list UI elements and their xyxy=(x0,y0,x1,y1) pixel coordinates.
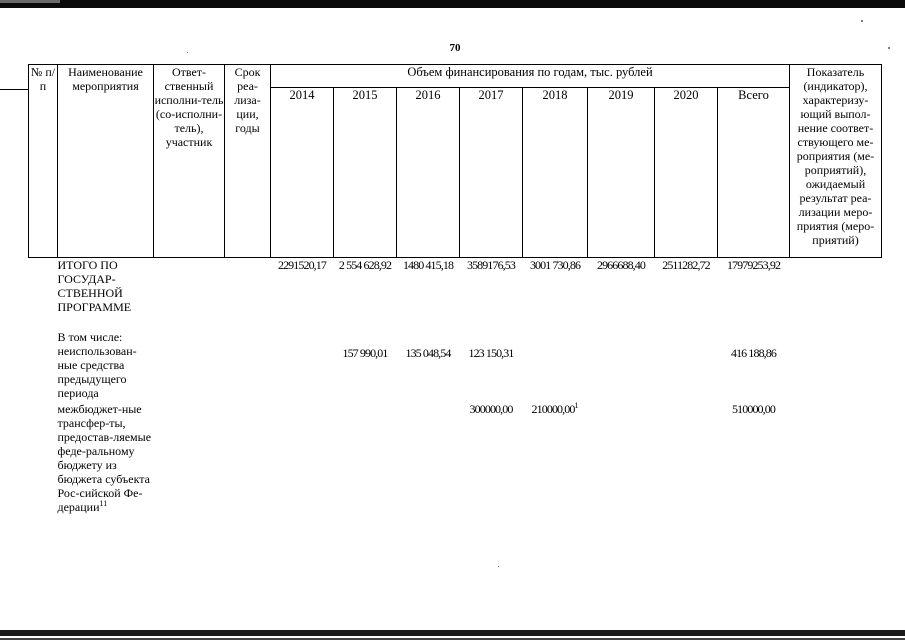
scan-speck xyxy=(187,52,188,53)
value-2016: 135 048,54 xyxy=(405,345,451,360)
header-col-name: Наименование мероприятия xyxy=(58,65,154,258)
row-term-cell xyxy=(225,402,271,542)
value-total: 17979253,92 xyxy=(726,258,781,272)
row-term-cell xyxy=(225,330,271,402)
row-term-cell xyxy=(225,258,271,330)
row-number-cell xyxy=(29,330,58,402)
value-2017: 123 150,31 xyxy=(468,345,514,360)
bottom-scan-border xyxy=(0,630,905,636)
header-year-2018: 2018 xyxy=(523,88,588,258)
row-responsible-cell xyxy=(154,258,225,330)
value-2018: 3001 730,86 xyxy=(529,258,581,272)
row-responsible-cell xyxy=(154,330,225,402)
header-year-2019: 2019 xyxy=(588,88,655,258)
value-2014 xyxy=(271,402,334,542)
row-number-cell xyxy=(29,402,58,542)
value-2020 xyxy=(655,330,718,402)
value-2018-cell xyxy=(523,402,588,542)
value-2014 xyxy=(271,330,334,402)
value-total: 510000,00 xyxy=(732,401,775,416)
value-2017: 300000,00 xyxy=(469,401,513,416)
table-row xyxy=(29,258,882,330)
header-row-1 xyxy=(29,65,882,88)
value-2017: 3589176,53 xyxy=(466,258,515,272)
header-year-2014: 2014 xyxy=(271,88,334,258)
value-2016 xyxy=(397,402,460,542)
header-col-term: Срок реа-лиза-ции, годы xyxy=(225,65,271,258)
table-row xyxy=(29,402,882,542)
value-2015 xyxy=(334,402,397,542)
header-year-total: Всего xyxy=(718,88,790,258)
value-2015: 2 554 628,92 xyxy=(338,258,392,272)
header-year-2015: 2015 xyxy=(334,88,397,258)
header-year-2016: 2016 xyxy=(397,88,460,258)
top-scan-border xyxy=(0,0,905,8)
value-total: 416 188,86 xyxy=(730,345,776,360)
row-name-cell xyxy=(58,402,154,542)
row-indicator-cell xyxy=(790,402,882,542)
top-scan-border-highlight xyxy=(0,0,60,3)
value-2018: 210000,00 xyxy=(531,401,575,416)
value-2020: 2511282,72 xyxy=(662,258,710,272)
value-2019 xyxy=(588,330,655,402)
header-year-2017: 2017 xyxy=(460,88,523,258)
row-name: В том числе: неиспользован-ные средства предыдущего периода xyxy=(57,329,137,400)
footnote-marker: 11 xyxy=(99,498,108,508)
page-number: 70 xyxy=(449,42,461,54)
header-left-rule xyxy=(0,89,28,90)
value-2019: 2966688,40 xyxy=(596,258,645,272)
row-number-cell xyxy=(29,258,58,330)
value-2014: 2291520,17 xyxy=(277,258,326,272)
value-2020 xyxy=(655,402,718,542)
row-indicator-cell xyxy=(790,330,882,402)
header-col-funding: Объем финансирования по годам, тыс. рублей xyxy=(271,65,790,88)
header-col-indicator: Показатель (индикатор), характеризу-ющий выпол-нение соответ-ствующего ме-роприятия (ме-роприятий), ожидаемый результат реа-лизации меро-приятия (меро-приятий) xyxy=(790,65,882,258)
row-name: ИТОГО ПО ГОСУДАР-СТВЕННОЙ ПРОГРАММЕ xyxy=(57,258,132,314)
scan-speck xyxy=(498,566,499,567)
value-2016: 1480 415,18 xyxy=(402,258,454,272)
table-row xyxy=(29,330,882,402)
value-2019 xyxy=(588,402,655,542)
footnote-marker: 1 xyxy=(574,400,579,410)
funding-table xyxy=(28,64,882,542)
value-2018 xyxy=(523,330,588,402)
row-indicator-cell xyxy=(790,258,882,330)
scan-speck xyxy=(861,20,863,22)
header-col-responsible: Ответ-ственный исполни-тель (со-исполни-тель), участник xyxy=(154,65,225,258)
header-col-number: № п/п xyxy=(29,65,58,258)
scan-speck xyxy=(888,47,890,49)
header-year-2020: 2020 xyxy=(655,88,718,258)
value-2015: 157 990,01 xyxy=(342,345,388,360)
row-name: межбюджет-ные трансфер-ты, предостав-ляемые феде-ральному бюджету из бюджета субъекта Рос-сийской Фе-дерации xyxy=(57,401,152,514)
row-responsible-cell xyxy=(154,402,225,542)
